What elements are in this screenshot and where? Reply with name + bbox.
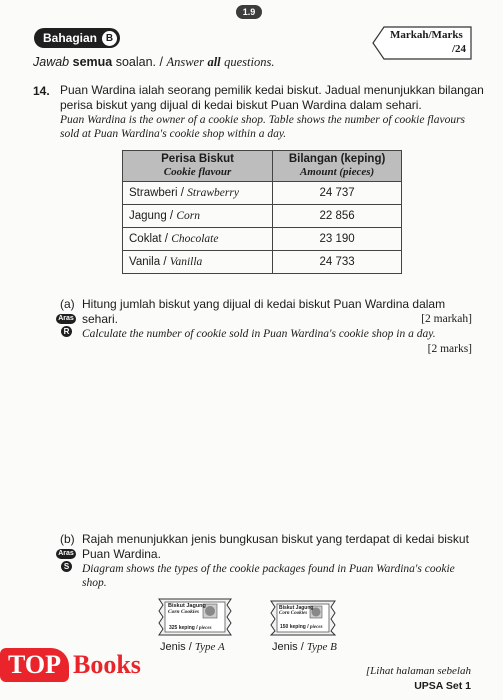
package-a-illustration — [155, 591, 235, 641]
package-b-illustration — [268, 595, 338, 639]
level-badge: S — [61, 561, 72, 572]
marks-label: Markah/Marks — [390, 29, 463, 41]
header-flavour-ms: Perisa Biskut — [161, 153, 234, 165]
question-ms-line1: Puan Wardina ialah seorang pemilik kedai biskut. Jadual menunjukkan bilangan — [60, 83, 484, 97]
package-a — [155, 591, 235, 641]
table-header-row — [123, 151, 402, 182]
level-badge: R — [61, 326, 72, 337]
marks-total: /24 — [451, 43, 466, 55]
package-b-count: 150 keping / pieces — [280, 624, 323, 630]
section-label: Bahagian — [43, 31, 98, 45]
amount-cell: 24 737 — [273, 182, 402, 205]
header-amount-ms: Bilangan (keping) — [288, 153, 386, 165]
package-b-title: Biskut Jagung Corn Cookies — [279, 605, 314, 616]
instruction-en-b: questions. — [224, 55, 275, 69]
part-a-ms-line1: Hitung jumlah biskut yang dijual di kedai biskut Puan Wardina dalam — [82, 297, 446, 311]
question-en-line1: Puan Wardina is the owner of a cookie shop. Table shows the number of cookie flavours — [60, 114, 466, 126]
question-ms-line2: perisa biskut yang dijual di kedai biskut Puan Wardina dalam sehari. — [60, 98, 422, 112]
instruction-ms-bold: semua — [72, 55, 113, 69]
flavour-cell: Coklat / Chocolate — [123, 228, 273, 251]
flavour-cell: Jagung / Corn — [123, 205, 273, 228]
part-a-label: (a) — [60, 297, 75, 311]
question-number: 14. — [33, 84, 50, 98]
cookie-table — [122, 150, 402, 274]
part-b-en-line2: shop. — [82, 577, 107, 589]
part-a-en-line: Calculate the number of cookie sold in Puan Wardina's cookie shop in a day. — [82, 328, 436, 340]
instruction — [33, 55, 274, 70]
table-row — [123, 251, 402, 274]
next-page-note: [Lihat halaman sebelah — [365, 665, 471, 677]
package-a-count: 325 keping / pieces — [169, 625, 212, 631]
part-a-ms-marks: [2 markah] — [421, 313, 472, 325]
package-a-title: Biskut Jagung Corn Cookies — [168, 603, 206, 615]
section-badge — [34, 28, 120, 48]
instruction-en-a: Answer — [166, 55, 204, 69]
instruction-ms-b: soalan. — [115, 55, 157, 69]
page-number: 1.9 — [236, 5, 262, 19]
aras-badge: Aras — [56, 314, 76, 324]
table-header-amount — [273, 151, 402, 182]
instruction-separator: / — [156, 55, 167, 69]
logo-books: Books — [72, 650, 141, 679]
header-amount-en: Amount (pieces) — [299, 166, 375, 178]
part-a-en-marks: [2 marks] — [427, 343, 472, 355]
section-letter: B — [102, 31, 117, 46]
topbooks-logo — [0, 648, 141, 682]
logo-top: TOP — [0, 648, 69, 682]
part-b-ms-line1: Rajah menunjukkan jenis bungkusan biskut yang terdapat di kedai biskut — [82, 532, 469, 546]
table-row — [123, 228, 402, 251]
set-label: UPSA Set 1 — [414, 680, 471, 692]
aras-badge: Aras — [56, 549, 76, 559]
table-row — [123, 182, 402, 205]
part-b-label: (b) — [60, 532, 75, 546]
table-header-flavour — [123, 151, 273, 182]
flavour-cell: Vanila / Vanilla — [123, 251, 273, 274]
question-en-line2: sold at Puan Wardina's cookie shop within a day. — [60, 128, 287, 140]
amount-cell: 22 856 — [273, 205, 402, 228]
flavour-cell: Strawberi / Strawberry — [123, 182, 273, 205]
part-a-ms-line2: sehari. — [82, 312, 119, 326]
package-b — [268, 595, 338, 639]
amount-cell: 24 733 — [273, 251, 402, 274]
instruction-ms-a: Jawab — [33, 55, 70, 69]
part-b-ms-line2: Puan Wardina. — [82, 547, 161, 561]
package-b-label: Jenis / Type B — [272, 641, 337, 653]
part-b-en-line1: Diagram shows the types of the cookie packages found in Puan Wardina's cookie — [82, 563, 455, 575]
table-row — [123, 205, 402, 228]
package-a-label: Jenis / Type A — [160, 641, 225, 653]
amount-cell: 23 190 — [273, 228, 402, 251]
instruction-en-bold: all — [207, 55, 221, 69]
marks-box — [372, 26, 472, 60]
header-flavour-en: Cookie flavour — [163, 166, 232, 178]
